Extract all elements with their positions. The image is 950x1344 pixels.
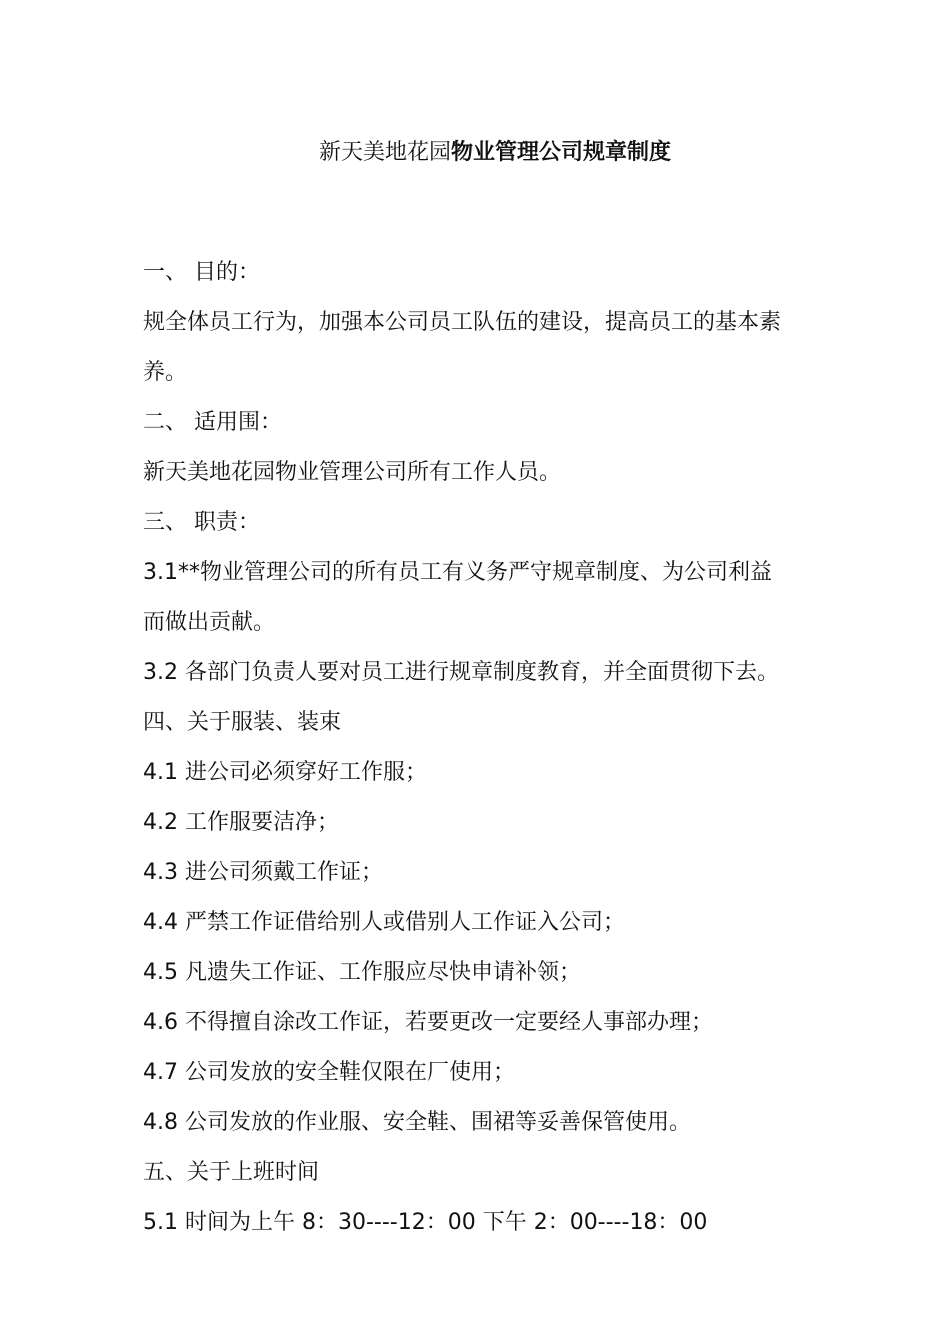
paragraph-line: 3.2 各部门负责人要对员工进行规章制度教育，并全面贯彻下去。 xyxy=(143,660,779,685)
section-heading-dress: 四、关于服装、装束 xyxy=(143,710,342,735)
list-item: 4.6 不得擅自涂改工作证，若要更改一定要经人事部办理； xyxy=(143,1010,713,1035)
title-plain-part: 新天美地花园 xyxy=(318,140,451,165)
list-item: 4.5 凡遗失工作证、工作服应尽快申请补领； xyxy=(143,960,581,985)
section-heading-scope: 二、 适用围： xyxy=(143,410,282,435)
paragraph-line: 而做出贡献。 xyxy=(143,610,276,635)
paragraph-line: 3.1**物业管理公司的所有员工有义务严守规章制度、为公司利益 xyxy=(143,560,772,585)
list-item: 4.2 工作服要洁净； xyxy=(143,810,339,835)
document-body xyxy=(143,248,853,1248)
list-item: 4.4 严禁工作证借给别人或借别人工作证入公司； xyxy=(143,910,625,935)
section-heading-work-hours: 五、关于上班时间 xyxy=(143,1160,320,1185)
list-item: 4.1 进公司必须穿好工作服； xyxy=(143,760,427,785)
paragraph-line: 养。 xyxy=(143,360,188,385)
paragraph-line: 规全体员工行为，加强本公司员工队伍的建设，提高员工的基本素 xyxy=(143,310,782,335)
section-heading-purpose: 一、 目的： xyxy=(143,260,260,285)
paragraph-line: 新天美地花园物业管理公司所有工作人员。 xyxy=(143,460,562,485)
list-item: 4.7 公司发放的安全鞋仅限在厂使用； xyxy=(143,1060,515,1085)
list-item: 4.3 进公司须戴工作证； xyxy=(143,860,383,885)
list-item: 4.8 公司发放的作业服、安全鞋、围裙等妥善保管使用。 xyxy=(143,1110,691,1135)
title-bold-part: 物业管理公司规章制度 xyxy=(451,140,672,165)
document-title xyxy=(0,136,950,170)
list-item: 5.1 时间为上午 8：30----12：00 下午 2：00----18：00 xyxy=(143,1210,708,1235)
section-heading-duties: 三、 职责： xyxy=(143,510,260,535)
